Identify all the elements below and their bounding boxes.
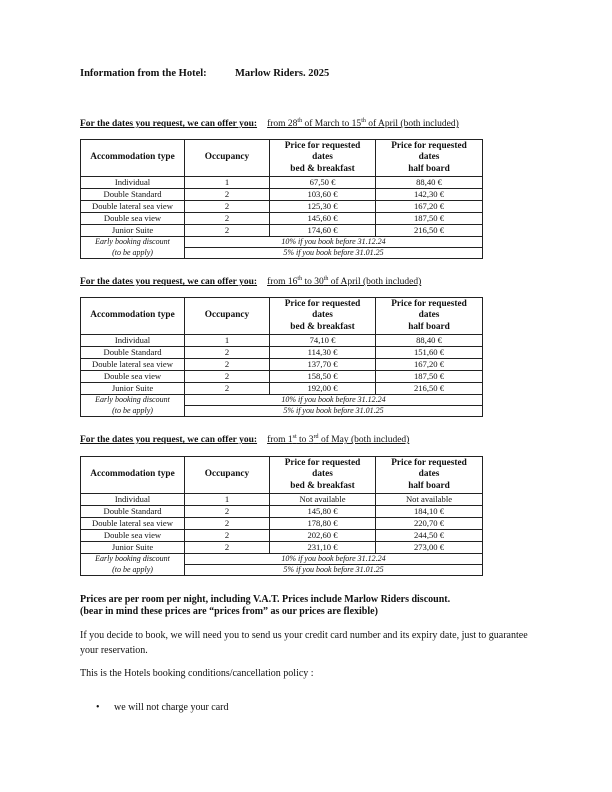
discount-label <box>81 395 185 417</box>
cell-occupancy: 2 <box>185 201 270 213</box>
table-row <box>81 201 483 213</box>
discount-row <box>81 237 483 248</box>
cell-price-hb: 216,50 € <box>376 383 483 395</box>
discount-label-line-2: (to be apply) <box>112 564 153 574</box>
cell-occupancy: 2 <box>185 359 270 371</box>
cell-occupancy: 2 <box>185 189 270 201</box>
table-row <box>81 335 483 347</box>
header-row <box>81 457 483 494</box>
col-header-half-board <box>376 457 483 494</box>
col-header-line: dates <box>418 310 440 321</box>
cell-occupancy: 2 <box>185 518 270 530</box>
col-header-line: dates <box>312 469 333 480</box>
cell-occupancy: 2 <box>185 383 270 395</box>
col-header-line: half board <box>408 163 450 174</box>
offer-lead: For the dates you request, we can offer you: <box>80 435 258 446</box>
col-header-bed-breakfast <box>270 298 376 335</box>
discount-offer-2: 5% if you book before 31.01.25 <box>185 406 483 417</box>
cell-price-bb: 145,60 € <box>270 213 376 225</box>
discount-offer-1: 10% if you book before 31.12.24 <box>185 237 483 248</box>
date-range-part: of April (both included) <box>365 119 459 130</box>
table-row <box>81 371 483 383</box>
cell-occupancy: 2 <box>185 530 270 542</box>
bullet-item <box>96 702 229 713</box>
cell-price-hb: 244,50 € <box>376 530 483 542</box>
col-header-occupancy: Occupancy <box>185 457 270 494</box>
date-range-part: from 1 <box>267 435 293 446</box>
cell-accommodation: Double lateral sea view <box>81 359 185 371</box>
table-row <box>81 542 483 554</box>
cell-accommodation: Double sea view <box>81 530 185 542</box>
bullet-icon: • <box>96 702 100 713</box>
col-header-line: Price for requested <box>391 298 467 309</box>
date-range-part: of May (both included) <box>318 435 410 446</box>
table-row <box>81 506 483 518</box>
price-notes <box>80 594 450 618</box>
document-header <box>80 68 330 79</box>
cell-price-hb: 220,70 € <box>376 518 483 530</box>
cell-occupancy: 2 <box>185 506 270 518</box>
cell-accommodation: Double Standard <box>81 189 185 201</box>
cell-accommodation: Double Standard <box>81 506 185 518</box>
cell-price-bb: 67,50 € <box>270 177 376 189</box>
col-header-line: bed & breakfast <box>290 321 355 332</box>
discount-label-line-2: (to be apply) <box>112 247 153 257</box>
discount-offer-1: 10% if you book before 31.12.24 <box>185 554 483 565</box>
cell-price-bb: 114,30 € <box>270 347 376 359</box>
cell-occupancy: 2 <box>185 347 270 359</box>
cell-price-bb: 125,30 € <box>270 201 376 213</box>
discount-row <box>81 395 483 406</box>
table-row <box>81 494 483 506</box>
cell-price-hb: Not available <box>376 494 483 506</box>
hotel-name: Marlow Riders. 2025 <box>235 68 330 79</box>
cell-occupancy: 1 <box>185 494 270 506</box>
col-header-line: bed & breakfast <box>290 480 355 491</box>
col-header-bed-breakfast <box>270 457 376 494</box>
price-note-line-2: (bear in mind these prices are “prices from” as our prices are flexible) <box>80 606 378 617</box>
cell-occupancy: 1 <box>185 335 270 347</box>
col-header-bed-breakfast <box>270 140 376 177</box>
cell-price-hb: 187,50 € <box>376 371 483 383</box>
discount-label <box>81 554 185 576</box>
cell-price-hb: 167,20 € <box>376 359 483 371</box>
cell-price-bb: 137,70 € <box>270 359 376 371</box>
table-row <box>81 225 483 237</box>
date-range-part: to 3 <box>296 435 314 446</box>
cell-accommodation: Double Standard <box>81 347 185 359</box>
offer-lead: For the dates you request, we can offer you: <box>80 119 258 130</box>
cell-price-bb: 202,60 € <box>270 530 376 542</box>
date-range-part: from 28 <box>267 119 298 130</box>
table-row <box>81 347 483 359</box>
header-row <box>81 140 483 177</box>
offer-heading <box>80 118 459 129</box>
col-header-line: half board <box>408 480 450 491</box>
table-row <box>81 189 483 201</box>
cell-price-bb: 192,00 € <box>270 383 376 395</box>
cell-price-hb: 187,50 € <box>376 213 483 225</box>
cell-price-hb: 88,40 € <box>376 335 483 347</box>
date-suffix: rd <box>313 434 319 440</box>
conditions-intro: This is the Hotels booking conditions/cancellation policy : <box>80 668 314 679</box>
date-range-part: to 30 <box>302 277 324 288</box>
discount-label <box>81 237 185 259</box>
date-range <box>267 119 459 129</box>
discount-label-line-1: Early booking discount <box>95 554 170 563</box>
date-suffix: th <box>297 276 303 282</box>
table-row <box>81 383 483 395</box>
discount-row <box>81 554 483 565</box>
col-header-line: Price for requested <box>391 457 467 468</box>
col-header-accommodation: Accommodation type <box>81 140 185 177</box>
date-range-part: of March to 15 <box>302 119 362 130</box>
cell-price-hb: 216,50 € <box>376 225 483 237</box>
cell-occupancy: 2 <box>185 371 270 383</box>
cell-occupancy: 2 <box>185 213 270 225</box>
col-header-line: dates <box>418 152 440 163</box>
header-row <box>81 298 483 335</box>
date-range <box>267 277 421 287</box>
rates-table <box>80 456 483 576</box>
price-note-line-1: Prices are per room per night, including V.A.T. Prices include Marlow Riders discount. <box>80 594 451 605</box>
col-header-accommodation: Accommodation type <box>81 457 185 494</box>
offer-lead: For the dates you request, we can offer you: <box>80 277 258 288</box>
rates-table <box>80 139 483 259</box>
date-range-part: of April (both included) <box>328 277 422 288</box>
cell-price-bb: 174,60 € <box>270 225 376 237</box>
cell-price-bb: 145,80 € <box>270 506 376 518</box>
col-header-half-board <box>376 298 483 335</box>
cell-accommodation: Double lateral sea view <box>81 518 185 530</box>
table-row <box>81 359 483 371</box>
discount-label-line-1: Early booking discount <box>95 237 170 246</box>
offer-heading <box>80 276 421 287</box>
date-range <box>267 435 409 445</box>
offer-heading <box>80 434 409 445</box>
cell-price-hb: 151,60 € <box>376 347 483 359</box>
cell-accommodation: Junior Suite <box>81 542 185 554</box>
date-suffix: th <box>361 118 366 124</box>
cell-accommodation: Double sea view <box>81 213 185 225</box>
header-label: Information from the Hotel: <box>80 68 207 79</box>
date-range-part: from 16 <box>267 277 298 288</box>
cell-price-hb: 142,30 € <box>376 189 483 201</box>
cell-occupancy: 2 <box>185 225 270 237</box>
col-header-line: bed & breakfast <box>290 163 355 174</box>
cell-price-bb: 74,10 € <box>270 335 376 347</box>
table-row <box>81 213 483 225</box>
discount-label-line-1: Early booking discount <box>95 395 170 404</box>
cell-price-bb: Not available <box>270 494 376 506</box>
cell-occupancy: 2 <box>185 542 270 554</box>
cell-price-bb: 231,10 € <box>270 542 376 554</box>
discount-offer-1: 10% if you book before 31.12.24 <box>185 395 483 406</box>
discount-label-line-2: (to be apply) <box>112 405 153 415</box>
cell-accommodation: Double lateral sea view <box>81 201 185 213</box>
discount-offer-2: 5% if you book before 31.01.25 <box>185 248 483 259</box>
table-row <box>81 518 483 530</box>
col-header-occupancy: Occupancy <box>185 298 270 335</box>
cell-accommodation: Individual <box>81 494 185 506</box>
rates-table <box>80 297 483 417</box>
discount-offer-2: 5% if you book before 31.01.25 <box>185 565 483 576</box>
cell-price-bb: 103,60 € <box>270 189 376 201</box>
col-header-line: half board <box>408 321 450 332</box>
cell-price-hb: 88,40 € <box>376 177 483 189</box>
date-suffix: th <box>297 118 303 124</box>
cell-price-bb: 158,50 € <box>270 371 376 383</box>
cell-price-hb: 184,10 € <box>376 506 483 518</box>
table-row <box>81 177 483 189</box>
cell-accommodation: Individual <box>81 177 185 189</box>
date-suffix: st <box>292 434 297 440</box>
col-header-half-board <box>376 140 483 177</box>
table-row <box>81 530 483 542</box>
cell-price-hb: 167,20 € <box>376 201 483 213</box>
cell-accommodation: Junior Suite <box>81 225 185 237</box>
cell-price-hb: 273,00 € <box>376 542 483 554</box>
col-header-occupancy: Occupancy <box>185 140 270 177</box>
cell-occupancy: 1 <box>185 177 270 189</box>
col-header-line: Price for requested <box>284 140 361 151</box>
col-header-line: dates <box>312 310 333 321</box>
cell-price-bb: 178,80 € <box>270 518 376 530</box>
col-header-accommodation: Accommodation type <box>81 298 185 335</box>
col-header-line: dates <box>418 469 440 480</box>
cell-accommodation: Junior Suite <box>81 383 185 395</box>
booking-paragraph: If you decide to book, we will need you to send us your credit card number and its expiry date, just to guarantee your reservation. <box>80 630 528 656</box>
cell-accommodation: Double sea view <box>81 371 185 383</box>
col-header-line: Price for requested <box>284 298 361 309</box>
bullet-text: we will not charge your card <box>114 702 229 713</box>
cell-accommodation: Individual <box>81 335 185 347</box>
col-header-line: Price for requested <box>284 457 361 468</box>
date-suffix: th <box>323 276 329 282</box>
col-header-line: dates <box>312 152 333 163</box>
col-header-line: Price for requested <box>391 140 467 151</box>
